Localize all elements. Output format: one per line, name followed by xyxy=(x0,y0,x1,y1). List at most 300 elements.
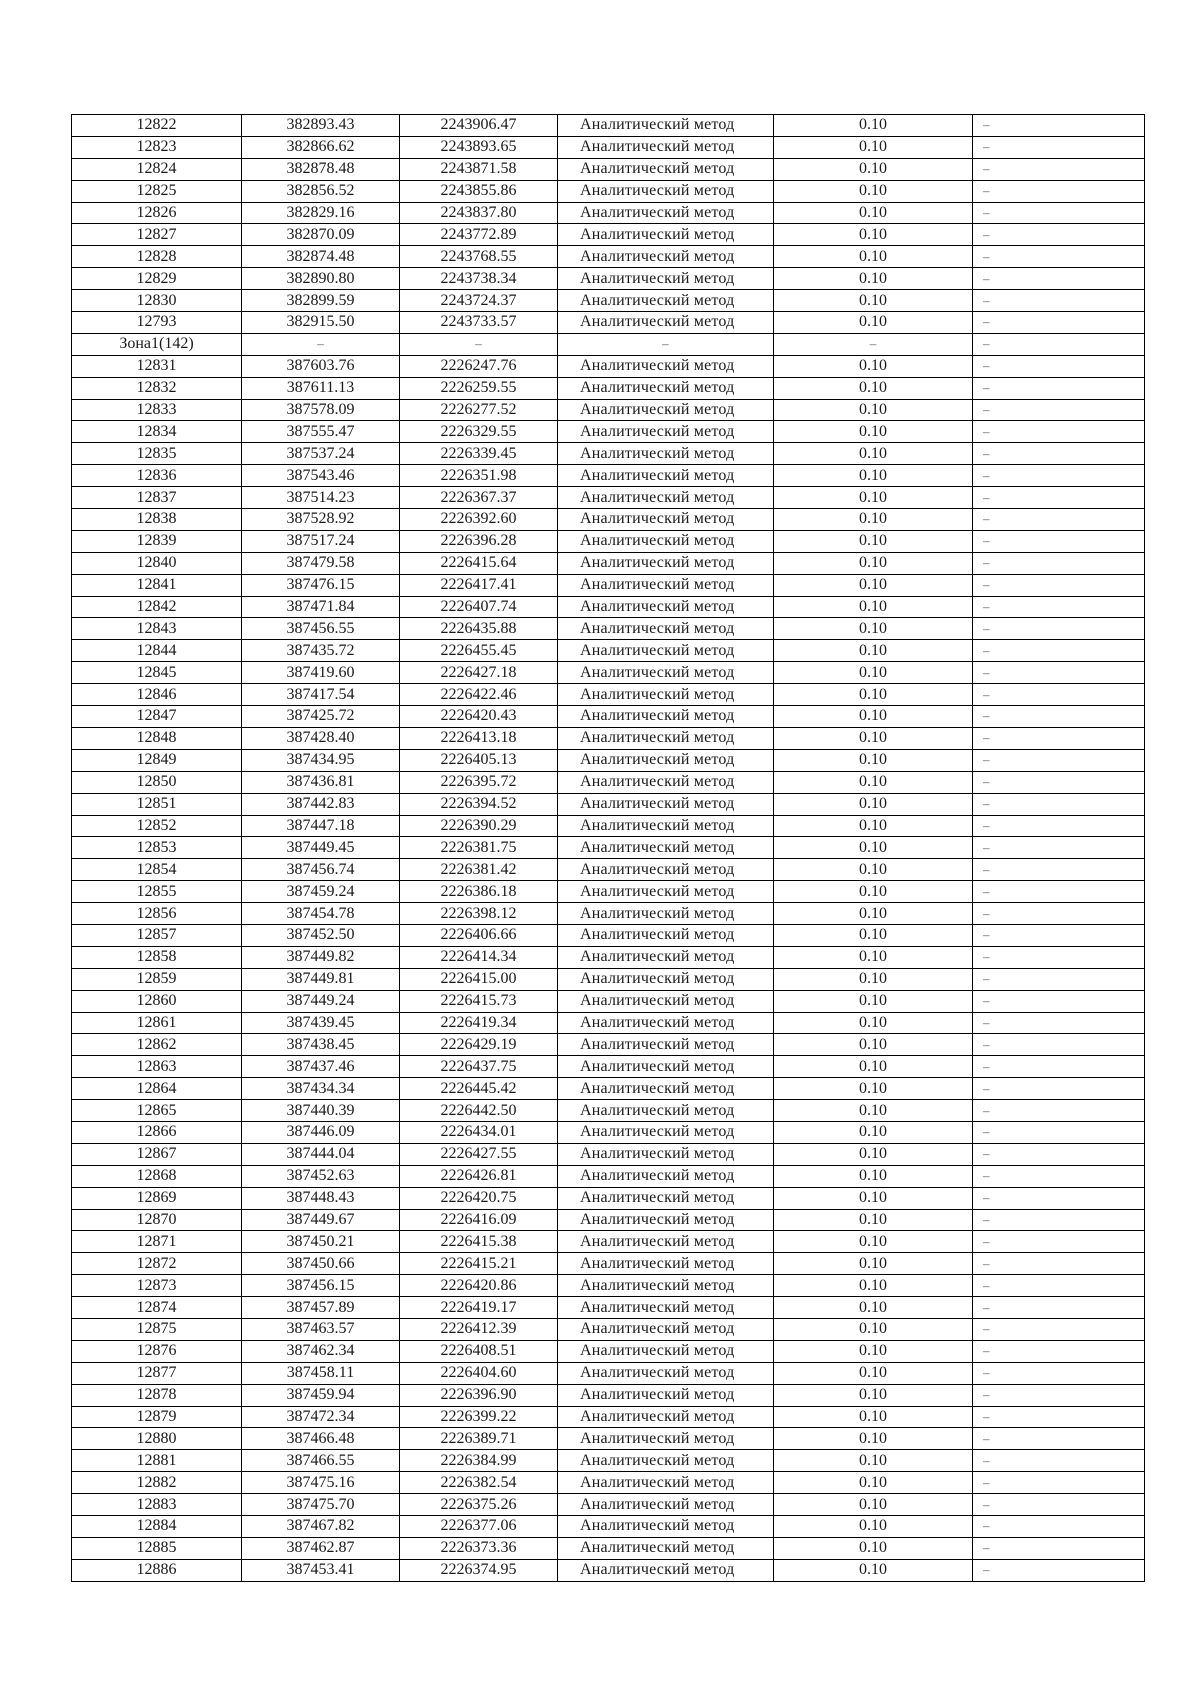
table-row xyxy=(72,465,1145,487)
point-number-cell: 12834 xyxy=(72,421,242,443)
table-row xyxy=(72,815,1145,837)
note-cell: – xyxy=(973,1078,1145,1100)
point-number-cell: 12843 xyxy=(72,618,242,640)
point-number-cell: 12847 xyxy=(72,706,242,728)
table-row xyxy=(72,618,1145,640)
y-coordinate-cell: 2226415.73 xyxy=(400,990,558,1012)
x-coordinate-cell: 382899.59 xyxy=(242,290,400,312)
method-cell: Аналитический метод xyxy=(558,574,774,596)
note-cell: – xyxy=(973,268,1145,290)
accuracy-cell: 0.10 xyxy=(774,487,973,509)
accuracy-cell: 0.10 xyxy=(774,224,973,246)
note-cell: – xyxy=(973,684,1145,706)
note-cell: – xyxy=(973,158,1145,180)
point-number-cell: 12873 xyxy=(72,1275,242,1297)
table-row xyxy=(72,1012,1145,1034)
accuracy-cell: 0.10 xyxy=(774,246,973,268)
x-coordinate-cell: 387417.54 xyxy=(242,684,400,706)
table-row xyxy=(72,1056,1145,1078)
note-cell: – xyxy=(973,771,1145,793)
table-row xyxy=(72,1537,1145,1559)
note-cell: – xyxy=(973,640,1145,662)
x-coordinate-cell: 387452.50 xyxy=(242,924,400,946)
table-row xyxy=(72,1494,1145,1516)
table-row xyxy=(72,662,1145,684)
method-cell: Аналитический метод xyxy=(558,1275,774,1297)
table-row xyxy=(72,1100,1145,1122)
table-row xyxy=(72,1034,1145,1056)
point-number-cell: 12837 xyxy=(72,487,242,509)
method-cell: Аналитический метод xyxy=(558,136,774,158)
accuracy-cell: 0.10 xyxy=(774,1275,973,1297)
x-coordinate-cell: 387578.09 xyxy=(242,399,400,421)
table-row xyxy=(72,312,1145,334)
y-coordinate-cell: 2226420.43 xyxy=(400,706,558,728)
x-coordinate-cell: 387479.58 xyxy=(242,552,400,574)
x-coordinate-cell: 387447.18 xyxy=(242,815,400,837)
y-coordinate-cell: 2226419.34 xyxy=(400,1012,558,1034)
y-coordinate-cell: 2226390.29 xyxy=(400,815,558,837)
table-row xyxy=(72,268,1145,290)
note-cell: – xyxy=(973,1056,1145,1078)
x-coordinate-cell: 387472.34 xyxy=(242,1406,400,1428)
point-number-cell: 12878 xyxy=(72,1384,242,1406)
accuracy-cell: 0.10 xyxy=(774,1297,973,1319)
y-coordinate-cell: 2226377.06 xyxy=(400,1516,558,1538)
accuracy-cell: 0.10 xyxy=(774,1121,973,1143)
method-cell: Аналитический метод xyxy=(558,881,774,903)
note-cell: – xyxy=(973,881,1145,903)
y-coordinate-cell: 2226417.41 xyxy=(400,574,558,596)
accuracy-cell: 0.10 xyxy=(774,727,973,749)
x-coordinate-cell: 382866.62 xyxy=(242,136,400,158)
table-row xyxy=(72,1078,1145,1100)
x-coordinate-cell: 382878.48 xyxy=(242,158,400,180)
point-number-cell: 12838 xyxy=(72,509,242,531)
x-coordinate-cell: 387419.60 xyxy=(242,662,400,684)
table-row xyxy=(72,1384,1145,1406)
point-number-cell: 12826 xyxy=(72,202,242,224)
table-row xyxy=(72,1428,1145,1450)
x-coordinate-cell: 387459.24 xyxy=(242,881,400,903)
y-coordinate-cell: 2226375.26 xyxy=(400,1494,558,1516)
x-coordinate-cell: 387448.43 xyxy=(242,1187,400,1209)
note-cell: – xyxy=(973,333,1145,355)
x-coordinate-cell: 382893.43 xyxy=(242,115,400,137)
y-coordinate-cell: 2243871.58 xyxy=(400,158,558,180)
accuracy-cell: 0.10 xyxy=(774,881,973,903)
accuracy-cell: – xyxy=(774,333,973,355)
accuracy-cell: 0.10 xyxy=(774,1318,973,1340)
accuracy-cell: 0.10 xyxy=(774,793,973,815)
method-cell: Аналитический метод xyxy=(558,793,774,815)
y-coordinate-cell: 2243906.47 xyxy=(400,115,558,137)
x-coordinate-cell: 387467.82 xyxy=(242,1516,400,1538)
table-row xyxy=(72,377,1145,399)
point-number-cell: 12836 xyxy=(72,465,242,487)
x-coordinate-cell: 382874.48 xyxy=(242,246,400,268)
method-cell: Аналитический метод xyxy=(558,202,774,224)
y-coordinate-cell: 2226429.19 xyxy=(400,1034,558,1056)
note-cell: – xyxy=(973,246,1145,268)
y-coordinate-cell: 2226351.98 xyxy=(400,465,558,487)
note-cell: – xyxy=(973,509,1145,531)
method-cell: Аналитический метод xyxy=(558,443,774,465)
table-row xyxy=(72,443,1145,465)
y-coordinate-cell: 2226373.36 xyxy=(400,1537,558,1559)
accuracy-cell: 0.10 xyxy=(774,640,973,662)
x-coordinate-cell: 387463.57 xyxy=(242,1318,400,1340)
point-number-cell: 12871 xyxy=(72,1231,242,1253)
note-cell: – xyxy=(973,837,1145,859)
accuracy-cell: 0.10 xyxy=(774,552,973,574)
note-cell: – xyxy=(973,1516,1145,1538)
note-cell: – xyxy=(973,1559,1145,1581)
accuracy-cell: 0.10 xyxy=(774,1056,973,1078)
y-coordinate-cell: 2226339.45 xyxy=(400,443,558,465)
y-coordinate-cell: 2243768.55 xyxy=(400,246,558,268)
table-row xyxy=(72,552,1145,574)
x-coordinate-cell: 387449.45 xyxy=(242,837,400,859)
method-cell: Аналитический метод xyxy=(558,706,774,728)
method-cell: Аналитический метод xyxy=(558,224,774,246)
method-cell: Аналитический метод xyxy=(558,465,774,487)
method-cell: Аналитический метод xyxy=(558,377,774,399)
table-body xyxy=(72,115,1145,1582)
note-cell: – xyxy=(973,815,1145,837)
table-row xyxy=(72,881,1145,903)
table-row xyxy=(72,136,1145,158)
table-row xyxy=(72,1275,1145,1297)
method-cell: Аналитический метод xyxy=(558,1034,774,1056)
table-row xyxy=(72,290,1145,312)
y-coordinate-cell: 2226416.09 xyxy=(400,1209,558,1231)
point-number-cell: 12842 xyxy=(72,596,242,618)
x-coordinate-cell: 387456.74 xyxy=(242,859,400,881)
point-number-cell: 12849 xyxy=(72,749,242,771)
point-number-cell: 12840 xyxy=(72,552,242,574)
y-coordinate-cell: 2226426.81 xyxy=(400,1165,558,1187)
accuracy-cell: 0.10 xyxy=(774,158,973,180)
accuracy-cell: 0.10 xyxy=(774,1231,973,1253)
x-coordinate-cell: 387442.83 xyxy=(242,793,400,815)
x-coordinate-cell: 387453.41 xyxy=(242,1559,400,1581)
method-cell: Аналитический метод xyxy=(558,684,774,706)
point-number-cell: 12832 xyxy=(72,377,242,399)
accuracy-cell: 0.10 xyxy=(774,530,973,552)
table-row xyxy=(72,1121,1145,1143)
point-number-cell: 12851 xyxy=(72,793,242,815)
table-row xyxy=(72,1450,1145,1472)
accuracy-cell: 0.10 xyxy=(774,968,973,990)
y-coordinate-cell: 2226442.50 xyxy=(400,1100,558,1122)
accuracy-cell: 0.10 xyxy=(774,136,973,158)
method-cell: Аналитический метод xyxy=(558,1428,774,1450)
point-number-cell: 12865 xyxy=(72,1100,242,1122)
accuracy-cell: 0.10 xyxy=(774,662,973,684)
method-cell: Аналитический метод xyxy=(558,1318,774,1340)
point-number-cell: 12853 xyxy=(72,837,242,859)
accuracy-cell: 0.10 xyxy=(774,903,973,925)
method-cell: Аналитический метод xyxy=(558,640,774,662)
y-coordinate-cell: 2226389.71 xyxy=(400,1428,558,1450)
y-coordinate-cell: 2226384.99 xyxy=(400,1450,558,1472)
accuracy-cell: 0.10 xyxy=(774,749,973,771)
accuracy-cell: 0.10 xyxy=(774,1494,973,1516)
note-cell: – xyxy=(973,180,1145,202)
point-number-cell: 12869 xyxy=(72,1187,242,1209)
accuracy-cell: 0.10 xyxy=(774,290,973,312)
point-number-cell: 12868 xyxy=(72,1165,242,1187)
table-row xyxy=(72,1472,1145,1494)
y-coordinate-cell: 2243893.65 xyxy=(400,136,558,158)
table-row xyxy=(72,487,1145,509)
point-number-cell: 12879 xyxy=(72,1406,242,1428)
x-coordinate-cell: 387434.34 xyxy=(242,1078,400,1100)
method-cell: Аналитический метод xyxy=(558,1340,774,1362)
method-cell: Аналитический метод xyxy=(558,1253,774,1275)
point-number-cell: 12872 xyxy=(72,1253,242,1275)
note-cell: – xyxy=(973,1121,1145,1143)
table-row xyxy=(72,1340,1145,1362)
point-number-cell: 12835 xyxy=(72,443,242,465)
x-coordinate-cell: – xyxy=(242,333,400,355)
y-coordinate-cell: 2226406.66 xyxy=(400,924,558,946)
note-cell: – xyxy=(973,1362,1145,1384)
x-coordinate-cell: 387440.39 xyxy=(242,1100,400,1122)
note-cell: – xyxy=(973,1187,1145,1209)
method-cell: Аналитический метод xyxy=(558,990,774,1012)
y-coordinate-cell: – xyxy=(400,333,558,355)
method-cell: Аналитический метод xyxy=(558,662,774,684)
note-cell: – xyxy=(973,1275,1145,1297)
y-coordinate-cell: 2226435.88 xyxy=(400,618,558,640)
table-row xyxy=(72,1231,1145,1253)
accuracy-cell: 0.10 xyxy=(774,377,973,399)
method-cell: Аналитический метод xyxy=(558,1231,774,1253)
method-cell: Аналитический метод xyxy=(558,859,774,881)
note-cell: – xyxy=(973,1253,1145,1275)
accuracy-cell: 0.10 xyxy=(774,706,973,728)
note-cell: – xyxy=(973,1472,1145,1494)
y-coordinate-cell: 2243724.37 xyxy=(400,290,558,312)
x-coordinate-cell: 387475.16 xyxy=(242,1472,400,1494)
y-coordinate-cell: 2226413.18 xyxy=(400,727,558,749)
accuracy-cell: 0.10 xyxy=(774,465,973,487)
x-coordinate-cell: 387436.81 xyxy=(242,771,400,793)
note-cell: – xyxy=(973,355,1145,377)
accuracy-cell: 0.10 xyxy=(774,509,973,531)
accuracy-cell: 0.10 xyxy=(774,115,973,137)
note-cell: – xyxy=(973,574,1145,596)
accuracy-cell: 0.10 xyxy=(774,1100,973,1122)
point-number-cell: 12854 xyxy=(72,859,242,881)
x-coordinate-cell: 382829.16 xyxy=(242,202,400,224)
point-number-cell: 12875 xyxy=(72,1318,242,1340)
x-coordinate-cell: 387462.87 xyxy=(242,1537,400,1559)
x-coordinate-cell: 387425.72 xyxy=(242,706,400,728)
point-number-cell: 12880 xyxy=(72,1428,242,1450)
point-number-cell: 12822 xyxy=(72,115,242,137)
table-row xyxy=(72,749,1145,771)
y-coordinate-cell: 2226259.55 xyxy=(400,377,558,399)
method-cell: – xyxy=(558,333,774,355)
accuracy-cell: 0.10 xyxy=(774,1012,973,1034)
point-number-cell: 12828 xyxy=(72,246,242,268)
point-number-cell: 12846 xyxy=(72,684,242,706)
y-coordinate-cell: 2226404.60 xyxy=(400,1362,558,1384)
table-row xyxy=(72,1165,1145,1187)
x-coordinate-cell: 387444.04 xyxy=(242,1143,400,1165)
y-coordinate-cell: 2226445.42 xyxy=(400,1078,558,1100)
method-cell: Аналитический метод xyxy=(558,1450,774,1472)
note-cell: – xyxy=(973,202,1145,224)
method-cell: Аналитический метод xyxy=(558,180,774,202)
method-cell: Аналитический метод xyxy=(558,1472,774,1494)
note-cell: – xyxy=(973,290,1145,312)
x-coordinate-cell: 387537.24 xyxy=(242,443,400,465)
method-cell: Аналитический метод xyxy=(558,815,774,837)
method-cell: Аналитический метод xyxy=(558,1078,774,1100)
note-cell: – xyxy=(973,1318,1145,1340)
accuracy-cell: 0.10 xyxy=(774,1078,973,1100)
method-cell: Аналитический метод xyxy=(558,1100,774,1122)
note-cell: – xyxy=(973,1100,1145,1122)
point-number-cell: 12833 xyxy=(72,399,242,421)
y-coordinate-cell: 2226407.74 xyxy=(400,596,558,618)
method-cell: Аналитический метод xyxy=(558,771,774,793)
point-number-cell: 12793 xyxy=(72,312,242,334)
table-row xyxy=(72,903,1145,925)
method-cell: Аналитический метод xyxy=(558,749,774,771)
x-coordinate-cell: 387446.09 xyxy=(242,1121,400,1143)
accuracy-cell: 0.10 xyxy=(774,990,973,1012)
y-coordinate-cell: 2226399.22 xyxy=(400,1406,558,1428)
point-number-cell: 12823 xyxy=(72,136,242,158)
table-row xyxy=(72,1297,1145,1319)
method-cell: Аналитический метод xyxy=(558,837,774,859)
point-number-cell: 12861 xyxy=(72,1012,242,1034)
x-coordinate-cell: 387454.78 xyxy=(242,903,400,925)
method-cell: Аналитический метод xyxy=(558,355,774,377)
accuracy-cell: 0.10 xyxy=(774,399,973,421)
table-row xyxy=(72,574,1145,596)
x-coordinate-cell: 387437.46 xyxy=(242,1056,400,1078)
point-number-cell: 12884 xyxy=(72,1516,242,1538)
table-row xyxy=(72,640,1145,662)
table-row xyxy=(72,1318,1145,1340)
note-cell: – xyxy=(973,465,1145,487)
x-coordinate-cell: 387459.94 xyxy=(242,1384,400,1406)
x-coordinate-cell: 387603.76 xyxy=(242,355,400,377)
method-cell: Аналитический метод xyxy=(558,1559,774,1581)
note-cell: – xyxy=(973,115,1145,137)
note-cell: – xyxy=(973,1034,1145,1056)
y-coordinate-cell: 2226415.38 xyxy=(400,1231,558,1253)
note-cell: – xyxy=(973,224,1145,246)
accuracy-cell: 0.10 xyxy=(774,421,973,443)
note-cell: – xyxy=(973,312,1145,334)
table-row xyxy=(72,246,1145,268)
x-coordinate-cell: 382890.80 xyxy=(242,268,400,290)
accuracy-cell: 0.10 xyxy=(774,837,973,859)
y-coordinate-cell: 2226434.01 xyxy=(400,1121,558,1143)
x-coordinate-cell: 387450.66 xyxy=(242,1253,400,1275)
table-row xyxy=(72,968,1145,990)
x-coordinate-cell: 387434.95 xyxy=(242,749,400,771)
y-coordinate-cell: 2226419.17 xyxy=(400,1297,558,1319)
y-coordinate-cell: 2226422.46 xyxy=(400,684,558,706)
method-cell: Аналитический метод xyxy=(558,968,774,990)
table-row xyxy=(72,859,1145,881)
x-coordinate-cell: 382870.09 xyxy=(242,224,400,246)
method-cell: Аналитический метод xyxy=(558,596,774,618)
point-number-cell: 12866 xyxy=(72,1121,242,1143)
point-number-cell: 12841 xyxy=(72,574,242,596)
note-cell: – xyxy=(973,1340,1145,1362)
method-cell: Аналитический метод xyxy=(558,1406,774,1428)
method-cell: Аналитический метод xyxy=(558,1143,774,1165)
x-coordinate-cell: 387449.67 xyxy=(242,1209,400,1231)
point-number-cell: 12885 xyxy=(72,1537,242,1559)
x-coordinate-cell: 387428.40 xyxy=(242,727,400,749)
x-coordinate-cell: 387611.13 xyxy=(242,377,400,399)
table-row xyxy=(72,399,1145,421)
point-number-cell: Зона1(142) xyxy=(72,333,242,355)
note-cell: – xyxy=(973,399,1145,421)
point-number-cell: 12852 xyxy=(72,815,242,837)
y-coordinate-cell: 2226392.60 xyxy=(400,509,558,531)
y-coordinate-cell: 2226329.55 xyxy=(400,421,558,443)
note-cell: – xyxy=(973,946,1145,968)
table-row xyxy=(72,1209,1145,1231)
table-row xyxy=(72,706,1145,728)
method-cell: Аналитический метод xyxy=(558,158,774,180)
note-cell: – xyxy=(973,136,1145,158)
point-number-cell: 12883 xyxy=(72,1494,242,1516)
point-number-cell: 12848 xyxy=(72,727,242,749)
note-cell: – xyxy=(973,1537,1145,1559)
table-row xyxy=(72,990,1145,1012)
y-coordinate-cell: 2226427.18 xyxy=(400,662,558,684)
note-cell: – xyxy=(973,596,1145,618)
x-coordinate-cell: 387449.82 xyxy=(242,946,400,968)
point-number-cell: 12850 xyxy=(72,771,242,793)
table-row xyxy=(72,596,1145,618)
accuracy-cell: 0.10 xyxy=(774,1362,973,1384)
table-row xyxy=(72,837,1145,859)
y-coordinate-cell: 2226412.39 xyxy=(400,1318,558,1340)
note-cell: – xyxy=(973,1494,1145,1516)
point-number-cell: 12856 xyxy=(72,903,242,925)
method-cell: Аналитический метод xyxy=(558,1187,774,1209)
accuracy-cell: 0.10 xyxy=(774,1340,973,1362)
note-cell: – xyxy=(973,1012,1145,1034)
accuracy-cell: 0.10 xyxy=(774,1472,973,1494)
point-number-cell: 12864 xyxy=(72,1078,242,1100)
method-cell: Аналитический метод xyxy=(558,946,774,968)
y-coordinate-cell: 2226277.52 xyxy=(400,399,558,421)
method-cell: Аналитический метод xyxy=(558,1384,774,1406)
accuracy-cell: 0.10 xyxy=(774,1559,973,1581)
x-coordinate-cell: 387456.55 xyxy=(242,618,400,640)
point-number-cell: 12886 xyxy=(72,1559,242,1581)
point-number-cell: 12829 xyxy=(72,268,242,290)
note-cell: – xyxy=(973,749,1145,771)
accuracy-cell: 0.10 xyxy=(774,1406,973,1428)
method-cell: Аналитический метод xyxy=(558,421,774,443)
y-coordinate-cell: 2243738.34 xyxy=(400,268,558,290)
